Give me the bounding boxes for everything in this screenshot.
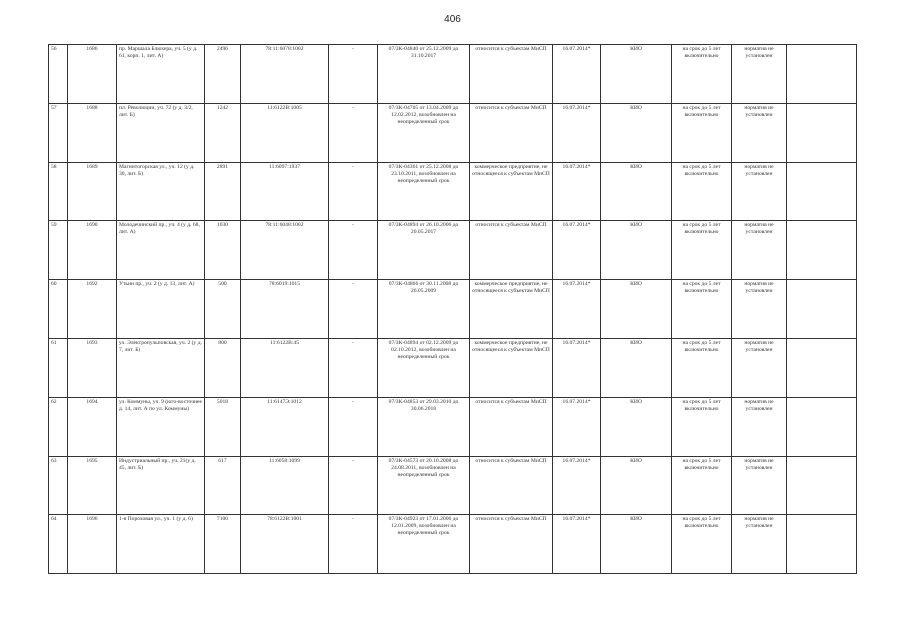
norm: норматив не установлен [732, 338, 787, 397]
empty-cell [787, 221, 857, 280]
row-number: 61 [49, 338, 68, 397]
address: ул. Коммуны, уч. 9 (юго-восточнее д. 14, лит. А по ул. Коммуны) [117, 397, 205, 456]
table-row [49, 338, 857, 397]
empty-cell [787, 45, 857, 104]
contract: 07/ЗК-04894 от 02.12.2009 до 02.10.2012, возобновлен на неопределенный срок [378, 338, 470, 397]
dash: - [329, 221, 378, 280]
empty-cell [787, 456, 857, 515]
dash: - [329, 456, 378, 515]
area: 1242 [205, 103, 241, 162]
address: Молодечинский пр., уч. 4 (у д. 68, лит. А) [117, 221, 205, 280]
status: коммерческое предприятие, не относящееся к субъектам МиСП [470, 162, 553, 221]
area: 2891 [205, 162, 241, 221]
status: коммерческое предприятие, не относящееся к субъектам МиСП [470, 338, 553, 397]
object-id: 1695 [68, 456, 117, 515]
address: 1-я Пороховая ул., уч. 1 (у д. 6) [117, 515, 205, 574]
contract: 07/ЗК-04866 от 30.11.2008 до 26.05.2009 [378, 280, 470, 339]
contract: 07/ЗК-04705 от 13.04.2009 до 12.02.2012, возобновлен на неопределенный срок [378, 103, 470, 162]
norm: норматив не установлен [732, 456, 787, 515]
cadastral-number: 78:6122В:1001 [241, 515, 329, 574]
table-row [49, 456, 857, 515]
cadastral-number: 11:6097:1937 [241, 162, 329, 221]
object-id: 1694 [68, 397, 117, 456]
table-row [49, 515, 857, 574]
organization: КИО [601, 162, 672, 221]
term: на срок до 5 лет включительно [672, 45, 732, 104]
term: на срок до 5 лет включительно [672, 221, 732, 280]
row-number: 63 [49, 456, 68, 515]
status: относится к субъектам МиСП [470, 515, 553, 574]
address: Утьин пр., уч. 2 (у д. 13, лит. А) [117, 280, 205, 339]
row-number: 57 [49, 103, 68, 162]
table-row [49, 162, 857, 221]
area: 7100 [205, 515, 241, 574]
status: относится к субъектам МиСП [470, 456, 553, 515]
area: 2496 [205, 45, 241, 104]
term: на срок до 5 лет включительно [672, 456, 732, 515]
cadastral-number: 11:6122В:1005 [241, 103, 329, 162]
organization: КИО [601, 515, 672, 574]
object-id: 1689 [68, 162, 117, 221]
norm: норматив не установлен [732, 162, 787, 221]
table-row [49, 397, 857, 456]
term: на срок до 5 лет включительно [672, 515, 732, 574]
cadastral-number: 11:6122В:45 [241, 338, 329, 397]
contract: 07/ЗК-04361 от 25.12.2008 до 23.10.2011, возобновлен на неопределенный срок [378, 162, 470, 221]
date: 16.07.2014* [553, 221, 601, 280]
page-number: 406 [444, 14, 461, 25]
area: 5018 [205, 397, 241, 456]
area: 500 [205, 280, 241, 339]
table-row [49, 45, 857, 104]
status: коммерческое предприятие, не относящееся к субъектам МиСП [470, 280, 553, 339]
address: пл. Революции, уч. 72 (у д. 3/2, лит. Б) [117, 103, 205, 162]
dash: - [329, 45, 378, 104]
object-id: 1690 [68, 221, 117, 280]
row-number: 60 [49, 280, 68, 339]
organization: КИО [601, 103, 672, 162]
row-number: 58 [49, 162, 68, 221]
norm: норматив не установлен [732, 280, 787, 339]
contract: 07/ЗК-04840 от 25.12.2009 до 31.10.2017 [378, 45, 470, 104]
row-number: 59 [49, 221, 68, 280]
term: на срок до 5 лет включительно [672, 397, 732, 456]
object-id: 1686 [68, 45, 117, 104]
empty-cell [787, 162, 857, 221]
organization: КИО [601, 397, 672, 456]
area: 1030 [205, 221, 241, 280]
status: относится к субъектам МиСП [470, 103, 553, 162]
norm: норматив не установлен [732, 397, 787, 456]
address: Индустриальный пр., уч. 21(у д. 45, лит. Б) [117, 456, 205, 515]
organization: КИО [601, 456, 672, 515]
norm: норматив не установлен [732, 45, 787, 104]
status: относится к субъектам МиСП [470, 221, 553, 280]
cadastral-number: 78:11:6078:1002 [241, 45, 329, 104]
empty-cell [787, 397, 857, 456]
term: на срок до 5 лет включительно [672, 103, 732, 162]
empty-cell [787, 338, 857, 397]
organization: КИО [601, 221, 672, 280]
dash: - [329, 280, 378, 339]
object-id: 1692 [68, 280, 117, 339]
term: на срок до 5 лет включительно [672, 280, 732, 339]
table-row [49, 103, 857, 162]
dash: - [329, 162, 378, 221]
date: 16.07.2014* [553, 162, 601, 221]
dash: - [329, 515, 378, 574]
row-number: 56 [49, 45, 68, 104]
status: относится к субъектам МиСП [470, 45, 553, 104]
empty-cell [787, 280, 857, 339]
dash: - [329, 338, 378, 397]
table-row [49, 280, 857, 339]
empty-cell [787, 103, 857, 162]
area: 800 [205, 338, 241, 397]
status: относится к субъектам МиСП [470, 397, 553, 456]
contract: 07/ЗК-04853 от 29.03.2010 до 30.06.2018 [378, 397, 470, 456]
norm: норматив не установлен [732, 221, 787, 280]
area: 617 [205, 456, 241, 515]
table-row [49, 221, 857, 280]
cadastral-number: 11:6058:1099 [241, 456, 329, 515]
cadastral-number: 11:6147Э:1012 [241, 397, 329, 456]
cadastral-number: 78:6019:1015 [241, 280, 329, 339]
date: 16.07.2014* [553, 515, 601, 574]
contract: 07/ЗК-04894 от 26.10.2006 до 20.05.2017 [378, 221, 470, 280]
date: 16.07.2014* [553, 45, 601, 104]
object-id: 1693 [68, 338, 117, 397]
contract: 07/ЗК-04573 от 20.10.2008 до 24.08.2011, возобновлен на неопределенный срок [378, 456, 470, 515]
address: пр. Маршала Блюхера, уч. 5 (у д. 61, корп. 1, лит. А) [117, 45, 205, 104]
organization: КИО [601, 45, 672, 104]
address: ул. Электропульповская, уч. 2 (у д. 7, лит. Б) [117, 338, 205, 397]
date: 16.07.2014* [553, 280, 601, 339]
organization: КИО [601, 280, 672, 339]
date: 16.07.2014* [553, 456, 601, 515]
dash: - [329, 103, 378, 162]
address: Магнитогорская ул., уч. 12 (у д. 30, лит. Б) [117, 162, 205, 221]
row-number: 64 [49, 515, 68, 574]
date: 16.07.2014* [553, 338, 601, 397]
date: 16.07.2014* [553, 103, 601, 162]
empty-cell [787, 515, 857, 574]
norm: норматив не установлен [732, 515, 787, 574]
registry-table [48, 44, 857, 574]
term: на срок до 5 лет включительно [672, 162, 732, 221]
date: 16.07.2014* [553, 397, 601, 456]
organization: КИО [601, 338, 672, 397]
norm: норматив не установлен [732, 103, 787, 162]
cadastral-number: 78:11:6048:1002 [241, 221, 329, 280]
dash: - [329, 397, 378, 456]
row-number: 62 [49, 397, 68, 456]
contract: 07/ЗК-04923 от 17.01.2006 до 12.01.2009, возобновлен на неопределенный срок [378, 515, 470, 574]
object-id: 1688 [68, 103, 117, 162]
object-id: 1696 [68, 515, 117, 574]
term: на срок до 5 лет включительно [672, 338, 732, 397]
